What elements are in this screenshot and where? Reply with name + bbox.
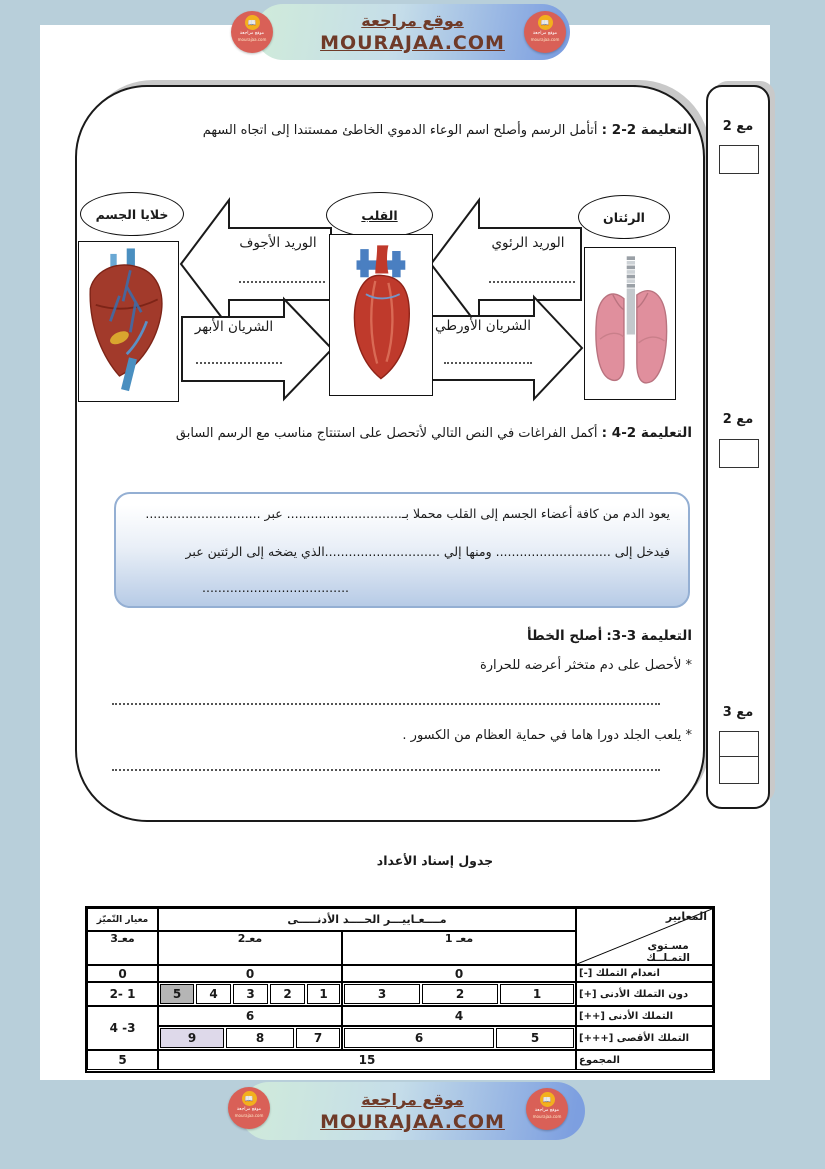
score-strip xyxy=(706,85,770,809)
row-label-2: دون التملك الأدنى [+] xyxy=(576,982,713,1006)
task-3-3-label: التعليمة 3-3: xyxy=(606,628,692,644)
logo-arabic-text: موقع مراجعة xyxy=(534,1108,560,1113)
fill-in-box xyxy=(114,492,690,608)
cell-r4-m1-6: 6 xyxy=(344,1028,494,1048)
logo-url-text: mourajaa.com xyxy=(234,1112,264,1118)
node-heart: القلب xyxy=(326,192,433,238)
score-box-2 xyxy=(719,439,759,468)
site-logo-badge xyxy=(526,1088,568,1130)
site-name: موقع مراجعة xyxy=(361,10,464,30)
corner-cell xyxy=(576,908,713,965)
cell-r4-m2-8: 8 xyxy=(226,1028,294,1048)
logo-url-text: mourajaa.com xyxy=(530,36,560,42)
corner-mastery-label xyxy=(646,940,690,964)
arrow-label: الشريان الأبهر xyxy=(194,319,274,335)
arrow-label: الوريد الأجوف xyxy=(239,235,317,251)
cell-r1-exc: 0 xyxy=(87,965,158,982)
blank-line xyxy=(444,362,532,364)
cell-r2-m1-2: 2 xyxy=(422,984,498,1004)
row-label-3: التملك الأدنى [++] xyxy=(576,1006,713,1026)
site-name: موقع مراجعة xyxy=(361,1089,464,1109)
node-lungs: الرئتان xyxy=(578,195,670,239)
blank-line xyxy=(239,281,325,283)
task-2-4 xyxy=(100,423,692,444)
site-url-link[interactable]: MOURAJAA.COM xyxy=(320,1110,505,1133)
header-crit3: معـ3 xyxy=(87,931,158,965)
image-box-heart xyxy=(329,234,433,396)
cell-r2-m1-1: 1 xyxy=(500,984,574,1004)
cell-r5-total: 15 xyxy=(158,1050,576,1070)
arrow-label: الوريد الرئوي xyxy=(491,235,565,251)
logo-book-icon: 📖 xyxy=(242,1091,257,1106)
logo-arabic-text: موقع مراجعة xyxy=(239,31,265,36)
heart-illustration xyxy=(334,238,428,392)
blank-line xyxy=(489,281,575,283)
cell-r3-m2: 6 xyxy=(158,1006,342,1026)
task-2-2-label: التعليمة 2-2 : xyxy=(601,122,692,138)
task-2-4-text: أكمل الفراغات في النص التالي لأتحصل على استنتاج مناسب مع الرسم السابق xyxy=(175,426,598,441)
arrow-pulmonary-artery xyxy=(428,294,584,402)
row-label-4: التملك الأقصى [+++] xyxy=(576,1026,713,1050)
cell-r2-m1-3: 3 xyxy=(344,984,420,1004)
image-box-lungs xyxy=(584,247,676,400)
corner-mastery-line2: التمـلــك xyxy=(646,951,690,964)
site-logo-badge xyxy=(524,11,566,53)
correction-item-2: * يلعب الجلد دورا هاما في حماية العظام من الكسور . xyxy=(402,728,692,743)
row-label-5: المجموع xyxy=(576,1050,713,1070)
corner-mastery-line1: مسـتوى xyxy=(647,939,689,952)
cell-r34-exc: 4 -3 xyxy=(87,1006,158,1050)
block-arrow-right-icon xyxy=(180,296,334,402)
cell-r4-m2-9: 9 xyxy=(160,1028,224,1048)
cell-r2-m2-2: 2 xyxy=(270,984,305,1004)
site-logo-badge xyxy=(231,11,273,53)
cell-r1-m2: 0 xyxy=(158,965,342,982)
fill-line-1: يعود الدم من كافة أعضاء الجسم إلى القلب محملا بـ............................. عبر ............................. xyxy=(145,506,670,521)
corner-criteria-label: المعايير xyxy=(665,910,707,923)
cell-r2-m2-4: 4 xyxy=(196,984,231,1004)
cell-r2-m2-5: 5 xyxy=(160,984,194,1004)
grading-table-heading: جدول إسناد الأعداد xyxy=(376,853,494,868)
row-label-1: انعدام التملك [-] xyxy=(576,965,713,982)
arrow-aorta xyxy=(180,296,334,402)
header-excellence: معيار التّميّز xyxy=(87,908,158,931)
image-box-body-cells xyxy=(78,241,179,402)
fill-line-2: فيدخل إلى ............................. ومنها إلي .............................الذي يضخه إلى الرئتين عبر xyxy=(185,544,670,559)
answer-line-1 xyxy=(112,703,660,705)
logo-url-text: mourajaa.com xyxy=(532,1113,562,1119)
answer-line-2 xyxy=(112,769,660,771)
header-crit2: معـ2 xyxy=(158,931,342,965)
logo-book-icon: 📖 xyxy=(538,15,553,30)
score-box-3a xyxy=(719,731,759,759)
cell-r4-m2-7: 7 xyxy=(296,1028,340,1048)
task-3-3 xyxy=(100,626,692,647)
logo-arabic-text: موقع مراجعة xyxy=(532,31,558,36)
task-2-2 xyxy=(100,120,692,141)
score-label-3: مع 3 xyxy=(722,705,754,720)
site-url-link[interactable]: MOURAJAA.COM xyxy=(320,31,505,54)
node-body-cells: خلايا الجسم xyxy=(80,192,184,236)
lungs-illustration xyxy=(589,251,672,396)
liver-illustration xyxy=(83,245,174,398)
cell-r2-exc: 2- 1 xyxy=(87,982,158,1006)
header-min-criteria: مــــعـاييـــر الحــــد الأدنـــــى xyxy=(158,908,576,931)
block-arrow-right-icon xyxy=(428,294,584,402)
task-2-2-text: أتأمل الرسم وأصلح اسم الوعاء الدموي الخاطئ ممستندا إلى اتجاه السهم xyxy=(202,123,598,138)
correction-item-1: * لأحصل على دم متخثر أعرضه للحرارة xyxy=(479,658,692,673)
score-box-3b xyxy=(719,756,759,784)
logo-url-text: mourajaa.com xyxy=(237,36,267,42)
logo-arabic-text: موقع مراجعة xyxy=(236,1107,262,1112)
score-label-1: مع 2 xyxy=(722,119,754,134)
header-crit1: معـ 1 xyxy=(342,931,576,965)
grading-table xyxy=(85,906,715,1073)
score-box-1 xyxy=(719,145,759,174)
task-3-3-text: أصلح الخطأ xyxy=(526,628,603,644)
blank-line xyxy=(196,362,282,364)
arrow-label: الشريان الأورطي xyxy=(435,318,531,334)
logo-book-icon: 📖 xyxy=(540,1092,555,1107)
fill-line-3: ..................................... xyxy=(202,580,350,595)
header-banner xyxy=(255,4,570,60)
cell-r2-m2-3: 3 xyxy=(233,984,268,1004)
cell-r3-m1: 4 xyxy=(342,1006,576,1026)
cell-r5-exc: 5 xyxy=(87,1050,158,1070)
cell-r1-m1: 0 xyxy=(342,965,576,982)
site-logo-badge xyxy=(228,1087,270,1129)
task-2-4-label: التعليمة 2-4 : xyxy=(601,425,692,441)
score-label-2: مع 2 xyxy=(722,412,754,427)
logo-book-icon: 📖 xyxy=(245,15,260,30)
cell-r4-m1-5: 5 xyxy=(496,1028,574,1048)
cell-r2-m2-1: 1 xyxy=(307,984,340,1004)
